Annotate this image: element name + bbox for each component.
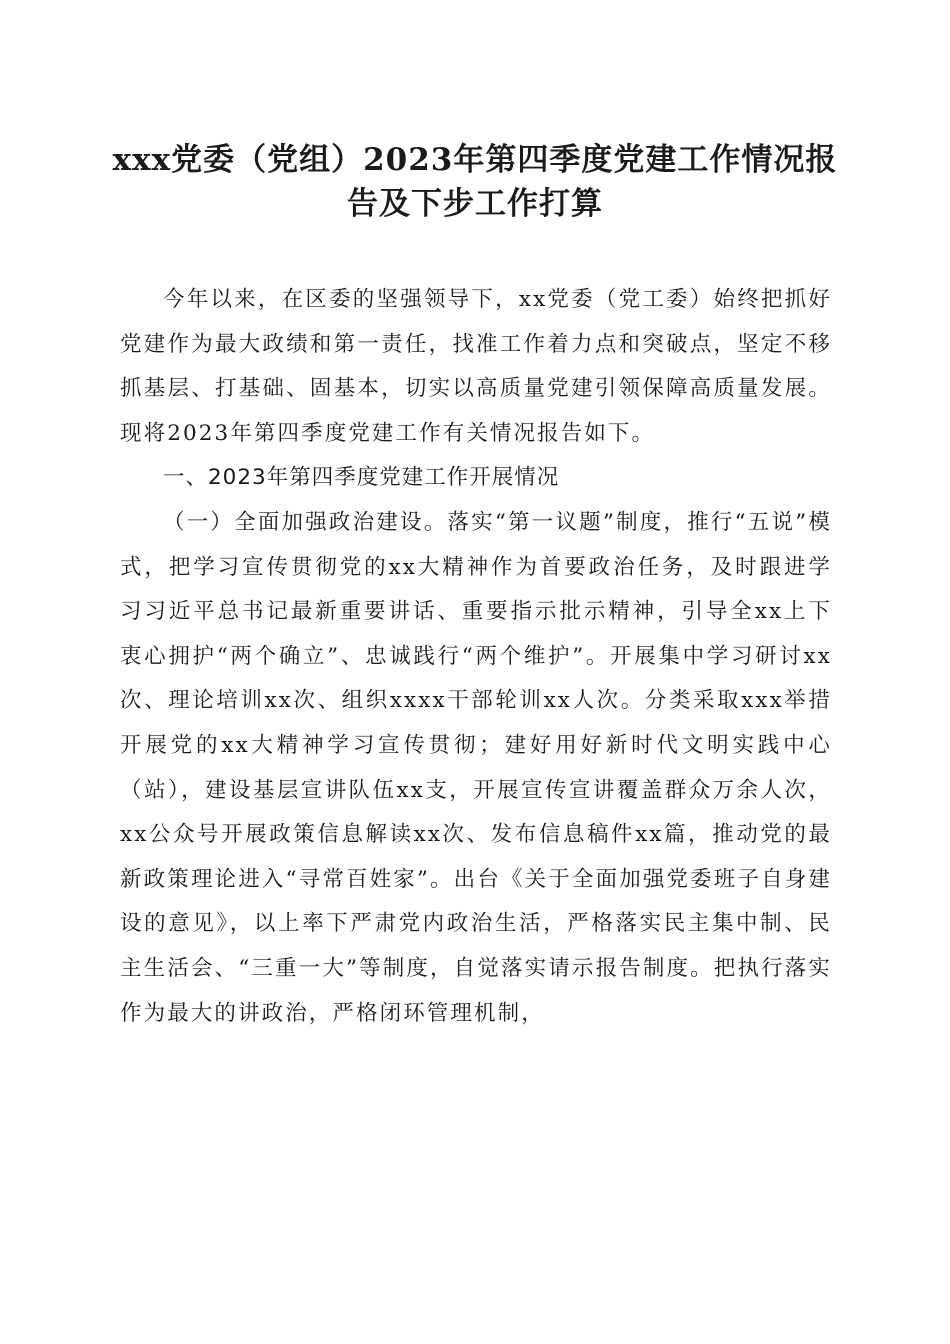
intro-paragraph: 今年以来，在区委的坚强领导下，xx党委（党工委）始终把抓好党建作为最大政绩和第一责任，找准工作着力点和突破点，坚定不移抓基层、打基础、固基本，切实以高质量党建引领保障高质量发展。现将2023年第四季度党建工作有关情况报告如下。 [120, 287, 832, 446]
section-heading: 一、2023年第四季度党建工作开展情况 [163, 465, 560, 491]
body-paragraph: （一）全面加强政治建设。落实“第一议题”制度，推行“五说”模式，把学习宣传贯彻党的xx大精神作为首要政治任务，及时跟进学习习近平总书记最新重要讲话、重要指示批示精神，引导全xx上下衷心拥护“两个确立”、忠诚践行“两个维护”。开展集中学习研讨xx次、理论培训xx次、组织xxxx干部轮训xx人次。分类采取xxx举措开展党的xx大精神学习宣传贯彻；建好用好新时代文明实践中心（站），建设基层宣讲队伍xx支，开展宣传宣讲覆盖群众万余人次，xx公众号开展政策信息解读xx次、发布信息稿件xx篇，推动党的最新政策理论进入“寻常百姓家”。出台《关于全面加强党委班子自身建设的意见》，以上率下严肃党内政治生活，严格落实民主集中制、民主生活会、“三重一大”等制度，自觉落实请示报告制度。把执行落实作为最大的讲政治，严格闭环管理机制， [120, 509, 832, 1026]
document-body [120, 278, 832, 1036]
document-title: xxx党委（党组）2023年第四季度党建工作情况报告及下步工作打算 [112, 142, 838, 222]
